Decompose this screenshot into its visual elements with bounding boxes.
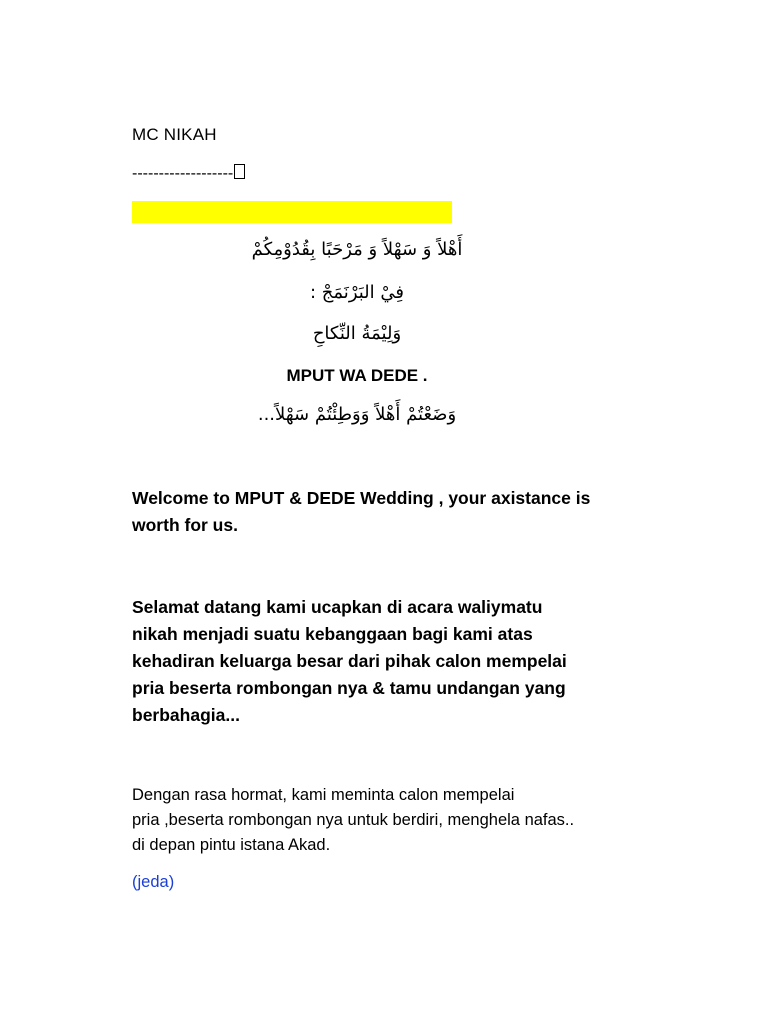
dengan-line: di depan pintu istana Akad.: [132, 836, 331, 854]
selamat-line: kehadiran keluarga besar dari pihak calon mempelai: [132, 651, 567, 671]
missing-glyph-box-icon: [234, 164, 245, 179]
arabic-greeting-line: أَهْلاً وَ سَهْلاً وَ مَرْحَبًا بِقُدُوْمِكُمْ: [251, 239, 463, 260]
pause-note: (jeda): [132, 873, 175, 891]
document-title: MC NIKAH: [132, 125, 217, 144]
selamat-line: nikah menjadi suatu kebanggaan bagi kami atas: [132, 624, 533, 644]
dengan-paragraph: [132, 783, 574, 858]
selamat-paragraph: [132, 594, 567, 729]
divider-line: [132, 164, 245, 183]
arabic-walimah-line: وَلِيْمَةُ النِّكاحِ: [312, 323, 402, 344]
couple-names: MPUT WA DEDE .: [286, 366, 428, 385]
dengan-line: pria ,beserta rombongan nya untuk berdiri, menghela nafas..: [132, 811, 575, 829]
selamat-line: pria beserta rombongan nya & tamu undangan yang: [132, 678, 566, 698]
selamat-line: Selamat datang kami ucapkan di acara waliymatu: [132, 597, 543, 617]
arabic-program-line: فِيْ البَرْنَمَجْ :: [310, 282, 404, 303]
highlight-bar: [132, 201, 452, 223]
dengan-line: Dengan rasa hormat, kami meminta calon mempelai: [132, 786, 515, 804]
welcome-paragraph: [132, 485, 590, 539]
welcome-line: Welcome to MPUT & DEDE Wedding , your axistance is: [132, 488, 591, 508]
selamat-line: berbahagia...: [132, 705, 240, 725]
arabic-welcome-line: وَضَعْتُمْ أَهْلاً وَوَطِئْتُمْ سَهْلاً...: [257, 404, 457, 425]
divider-dashes: -------------------: [132, 165, 234, 182]
welcome-line: worth for us.: [132, 515, 238, 535]
